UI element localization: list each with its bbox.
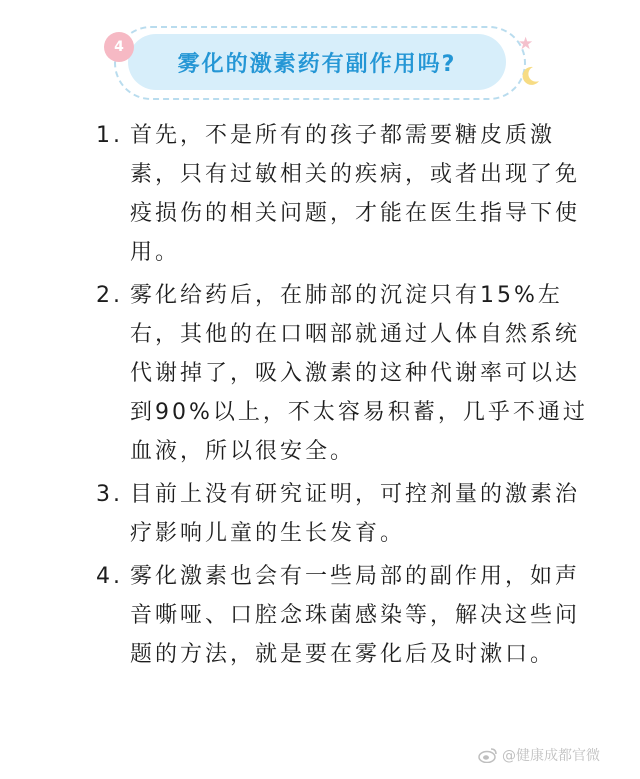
answer-list [96,116,588,678]
moon-icon [518,64,542,88]
list-item-number: 3. [96,482,123,507]
list-item-text: 雾化激素也会有一些局部的副作用，如声音嘶哑、口腔念珠菌感染等，解决这些问题的方法，就是要在雾化后及时漱口。 [130,564,581,667]
section-header [104,22,532,100]
list-item [96,557,588,674]
list-item-text: 首先，不是所有的孩子都需要糖皮质激素，只有过敏相关的疾病，或者出现了免疫损伤的相关问题，才能在医生指导下使用。 [130,123,581,265]
star-icon: ★ [518,34,534,54]
header-pill [128,34,506,90]
section-number-badge: 4 [104,32,134,62]
list-item-number: 1. [96,123,123,148]
list-item [96,475,588,553]
list-item-number: 4. [96,564,123,589]
list-item [96,276,588,471]
list-item-text: 雾化给药后，在肺部的沉淀只有15%左右，其他的在口咽部就通过人体自然系统代谢掉了，吸入激素的这种代谢率可以达到90%以上，不太容易积蓄，几乎不通过血液，所以很安全。 [130,283,588,464]
list-item [96,116,588,272]
section-title: 雾化的激素药有副作用吗? [177,51,457,77]
watermark [478,745,600,765]
watermark-text: @健康成都官微 [502,748,600,764]
list-item-number: 2. [96,283,123,308]
list-item-text: 目前上没有研究证明，可控剂量的激素治疗影响儿童的生长发育。 [130,482,581,546]
weibo-icon [478,747,498,763]
